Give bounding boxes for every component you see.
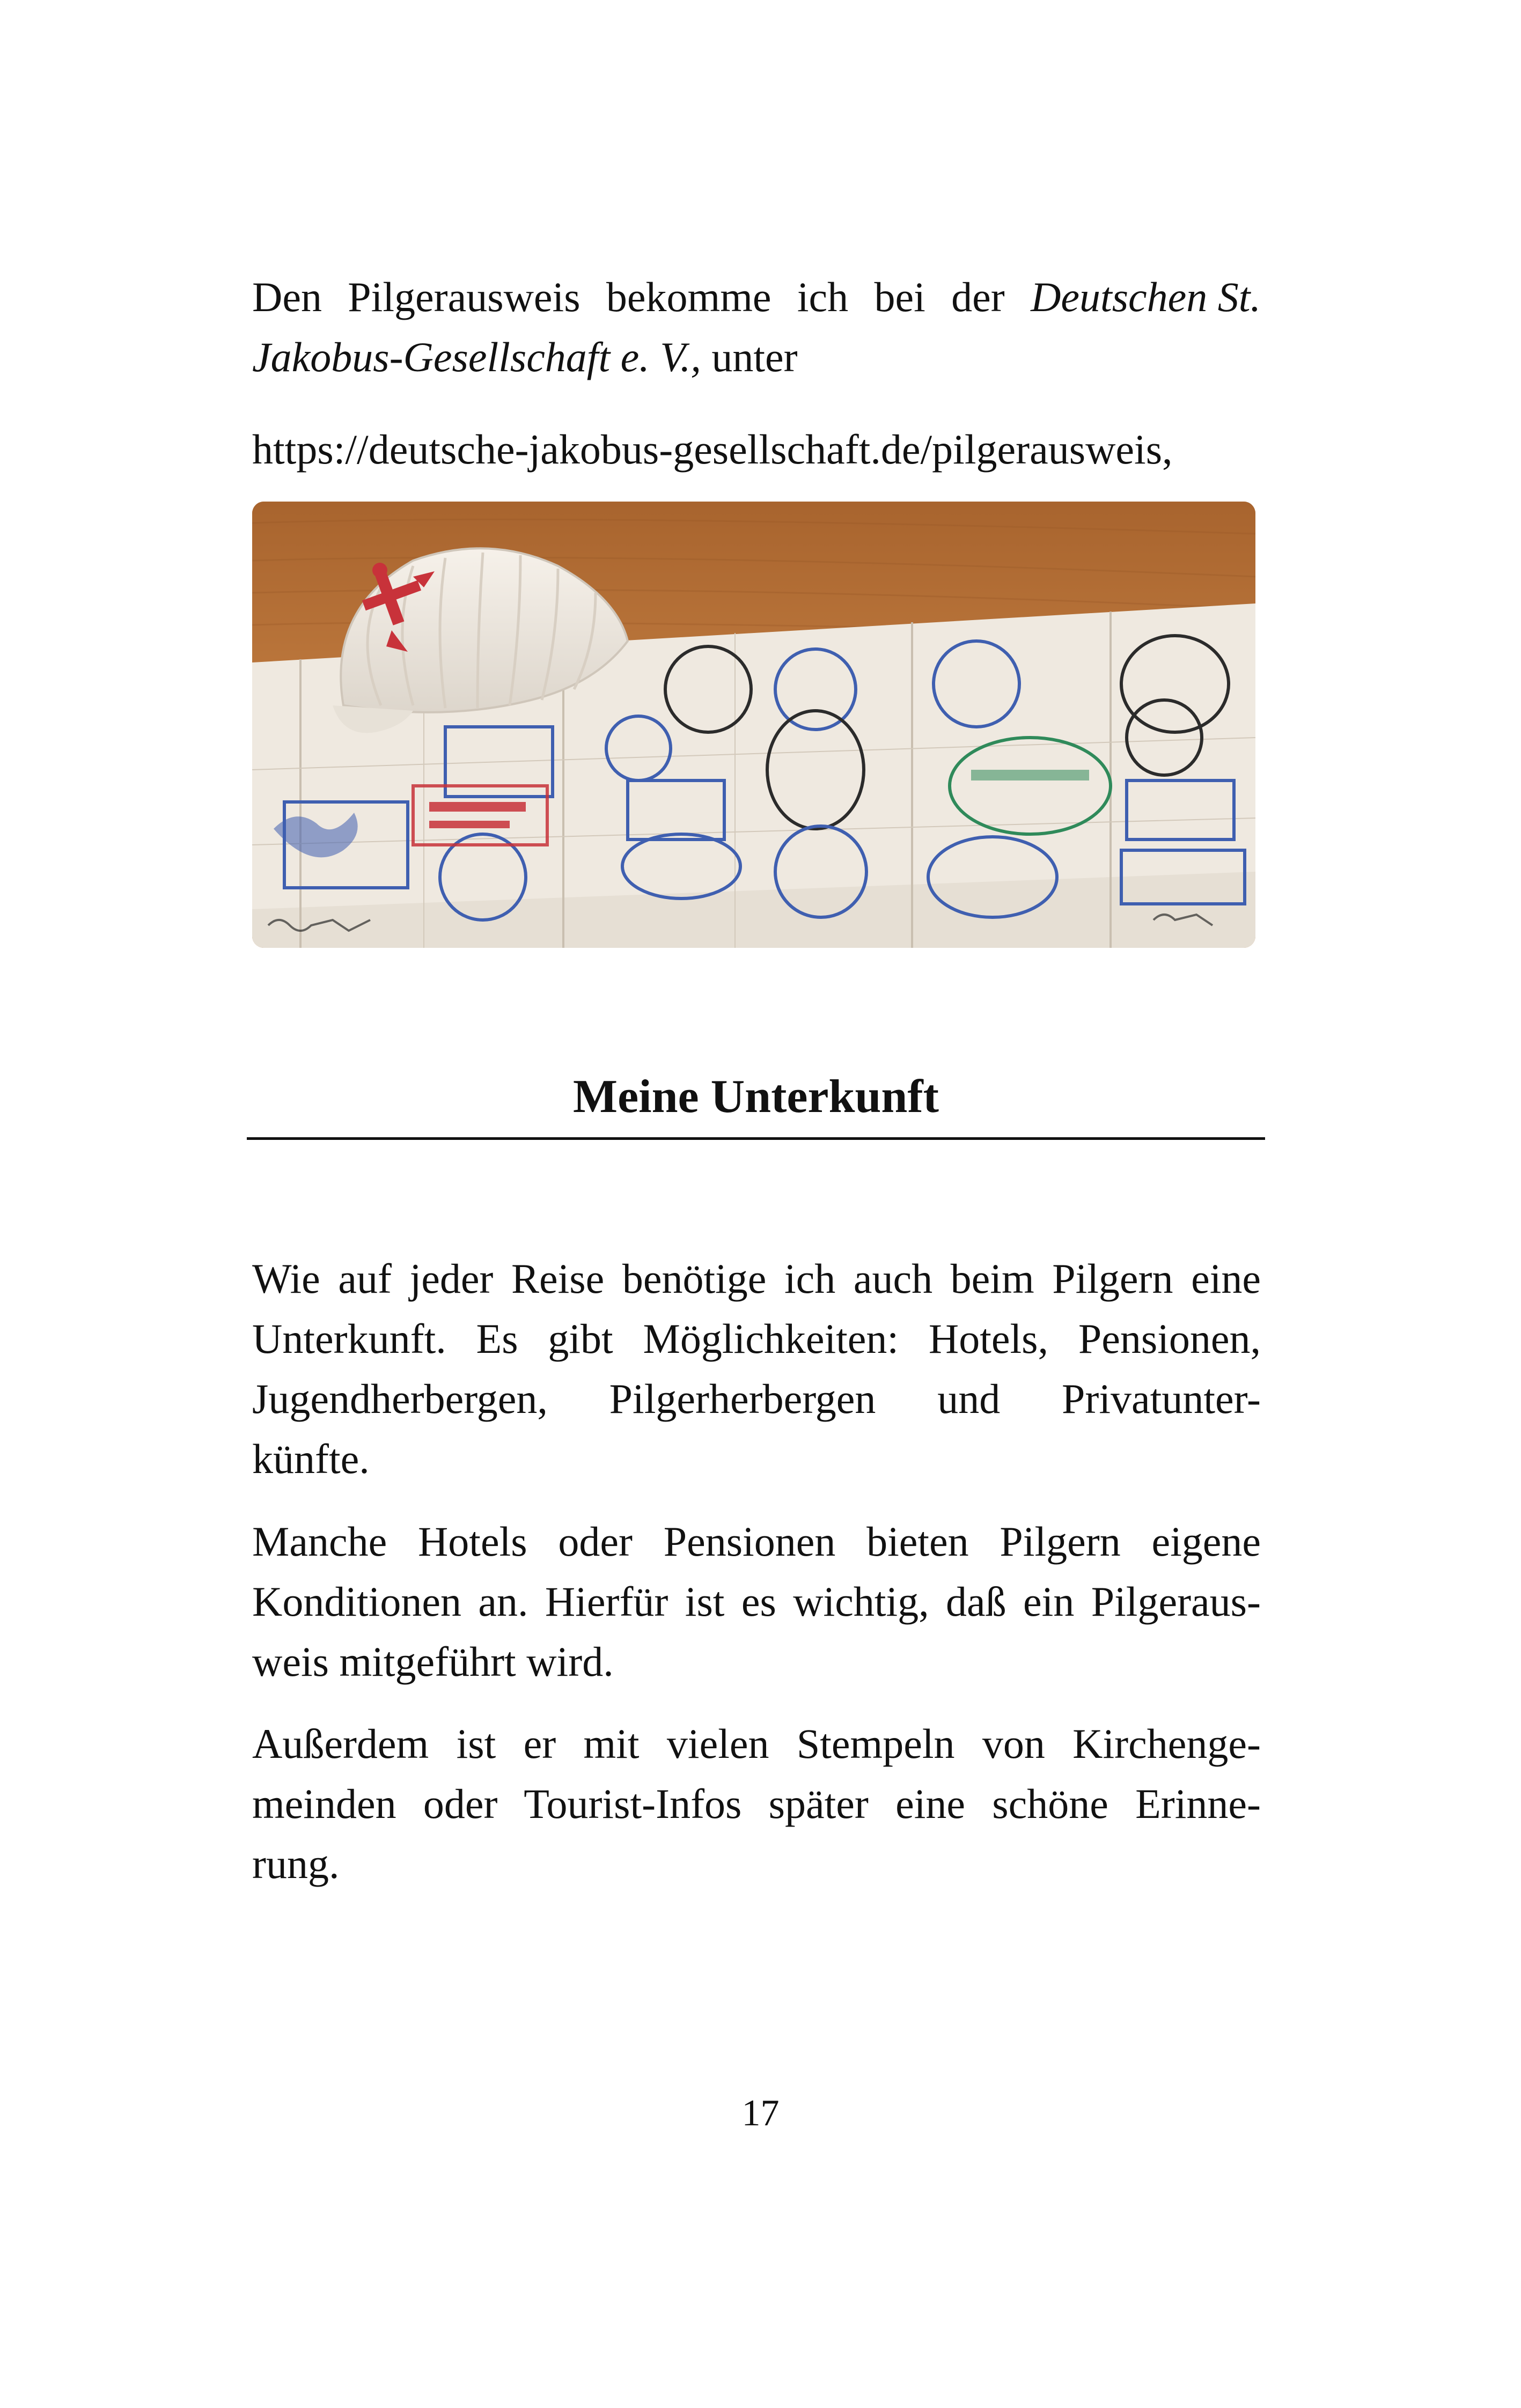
paragraph-line: Außerdem ist er mit vielen Stempeln von Kirchenge- [252,1720,1261,1767]
paragraph-2 [252,1512,1261,1692]
intro-word: der [951,274,1005,320]
paragraph-line: Unterkunft. Es gibt Möglichkeiten: Hotels, Pensionen, [252,1315,1261,1362]
paragraph-line: Wie auf jeder Reise benötige ich auch beim Pilgern eine [252,1255,1261,1302]
paragraph-3 [252,1714,1261,1894]
intro-line-2-rest: unter [701,334,798,380]
photo-illustration [252,502,1255,948]
paragraph-line: rung. [252,1840,340,1887]
intro-word: Pilgerausweis [348,274,581,320]
paragraph-line: Jugendherbergen, Pilgerherbergen und Privatunter- [252,1375,1261,1422]
page-number: 17 [741,2093,780,2134]
paragraph-line: Konditionen an. Hierfür ist es wichtig, daß ein Pilgeraus- [252,1578,1261,1625]
pilgrim-passport-photo [252,502,1255,948]
intro-word: bei [874,274,925,320]
intro-word: Den [252,274,322,320]
intro-word: bekomme [606,274,771,320]
paragraph-line: Manche Hotels oder Pensionen bieten Pilgern eigene [252,1518,1261,1565]
society-url: https://deutsche-jakobus-gesellschaft.de/pilgerausweis, [252,426,1173,473]
intro-society-name-part2: Jakobus-Gesellschaft e. V., [252,334,701,380]
intro-paragraph [252,267,1261,387]
paragraph-1 [252,1249,1261,1489]
intro-line-2 [252,327,1261,387]
section-heading: Meine Unterkunft [573,1071,939,1123]
paragraph-line: weis mitgeführt wird. [252,1638,614,1685]
paragraph-line: künfte. [252,1435,370,1482]
heading-underline [247,1137,1265,1140]
intro-society-name-part1: Deutschen St. [1031,274,1261,320]
paragraph-line: meinden oder Tourist-Infos später eine schöne Erinne- [252,1780,1261,1827]
intro-word: ich [797,274,849,320]
intro-line-1 [252,267,1261,327]
